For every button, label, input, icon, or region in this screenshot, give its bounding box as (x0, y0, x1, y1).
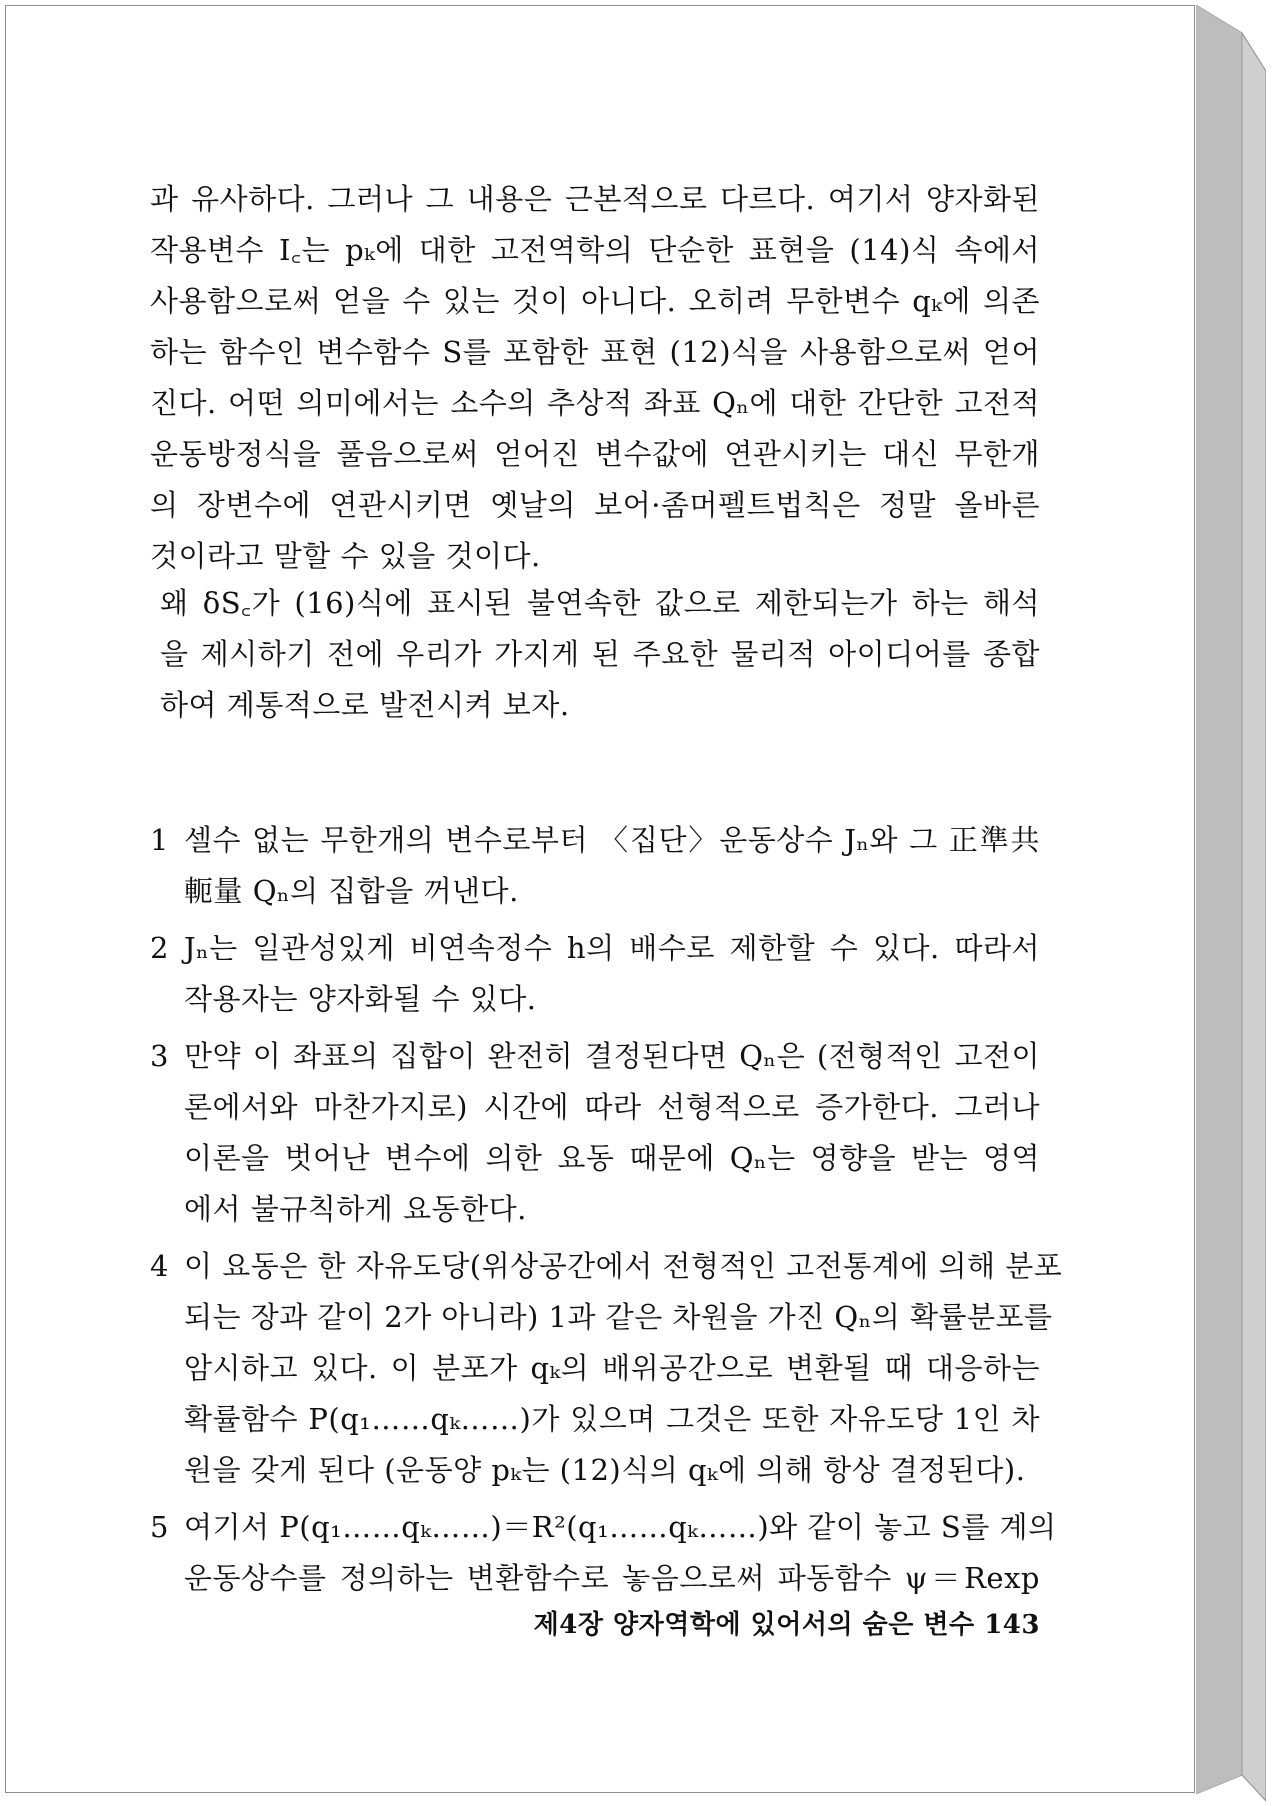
text-line: 여기서 P(q₁……qₖ……)＝R²(q₁……qₖ……)와 같이 놓고 S를 계의 (184, 1510, 1057, 1544)
list-item (150, 1502, 1057, 1604)
text-line: 작용변수 I꜀는 pₖ에 대한 고전역학의 단순한 표현을 (14)식 속에서 (150, 233, 1040, 267)
text-line: 軛量 Qₙ의 집합을 꺼낸다. (184, 874, 519, 908)
text-line: 사용함으로써 얻을 수 있는 것이 아니다. 오히려 무한변수 qₖ에 의존 (150, 284, 1040, 318)
text-line: 진다. 어떤 의미에서는 소수의 추상적 좌표 Qₙ에 대한 간단한 고전적 (150, 386, 1040, 420)
text-line: 을 제시하기 전에 우리가 가지게 된 주요한 물리적 아이디어를 종합 (160, 637, 1040, 671)
page-edge-shading (1196, 5, 1266, 1805)
text-line: 되는 장과 같이 2가 아니라) 1과 같은 차원을 가진 Qₙ의 확률분포를 (184, 1300, 1053, 1334)
list-item (150, 815, 1040, 917)
list-item (150, 1031, 1040, 1235)
text-line: 왜 δS꜀가 (16)식에 표시된 불연속한 값으로 제한되는가 하는 해석 (160, 586, 1040, 620)
text-line: 암시하고 있다. 이 분포가 qₖ의 배위공간으로 변환될 때 대응하는 (184, 1351, 1040, 1385)
list-item-number: 1 (150, 823, 169, 857)
text-line: 것이라고 말할 수 있을 것이다. (150, 539, 541, 573)
text-line: 하는 함수인 변수함수 S를 포함한 표현 (12)식을 사용함으로써 얻어 (150, 335, 1040, 369)
paragraph-2 (150, 578, 1040, 731)
text-line: 과 유사하다. 그러나 그 내용은 근본적으로 다르다. 여기서 양자화된 (150, 182, 1040, 216)
text-line: 작용자는 양자화될 수 있다. (184, 982, 537, 1016)
text-line: 만약 이 좌표의 집합이 완전히 결정된다면 Qₙ은 (전형적인 고전이 (184, 1039, 1040, 1073)
list-item (150, 1241, 1063, 1496)
text-line: 이 요동은 한 자유도당(위상공간에서 전형적인 고전통계에 의해 분포 (184, 1249, 1063, 1283)
text-line: 의 장변수에 연관시키면 옛날의 보어·좀머펠트법칙은 정말 올바른 (150, 488, 1040, 522)
text-line: 운동상수를 정의하는 변환함수로 놓음으로써 파동함수 ψ＝Rexp (184, 1561, 1040, 1595)
list-item-number: 5 (150, 1510, 169, 1544)
text-line: 에서 불규칙하게 요동한다. (184, 1192, 527, 1226)
list-item (150, 923, 1040, 1025)
text-line: 운동방정식을 풀음으로써 얻어진 변수값에 연관시키는 대신 무한개 (150, 437, 1040, 471)
text-line: Jₙ는 일관성있게 비연속정수 h의 배수로 제한할 수 있다. 따라서 (184, 931, 1040, 965)
text-line: 이론을 벗어난 변수에 의한 요동 때문에 Qₙ는 영향을 받는 영역 (184, 1141, 1040, 1175)
text-line: 원을 갖게 된다 (운동양 pₖ는 (12)식의 qₖ에 의해 항상 결정된다). (184, 1453, 1026, 1487)
text-line: 하여 계통적으로 발전시켜 보자. (160, 688, 570, 722)
text-line: 셀수 없는 무한개의 변수로부터 〈집단〉운동상수 Jₙ와 그 正準共 (184, 823, 1040, 857)
list-item-number: 4 (150, 1249, 169, 1283)
page-footer: 제4장 양자역학에 있어서의 숨은 변수 143 (533, 1610, 1040, 1640)
text-line: 론에서와 마찬가지로) 시간에 따라 선형적으로 증가한다. 그러나 (184, 1090, 1040, 1124)
list-item-number: 3 (150, 1039, 169, 1073)
text-line: 확률함수 P(q₁……qₖ……)가 있으며 그것은 또한 자유도당 1인 차 (184, 1402, 1040, 1436)
list-item-number: 2 (150, 931, 169, 965)
numbered-list (150, 815, 1063, 1610)
paragraph-1 (150, 174, 1040, 582)
